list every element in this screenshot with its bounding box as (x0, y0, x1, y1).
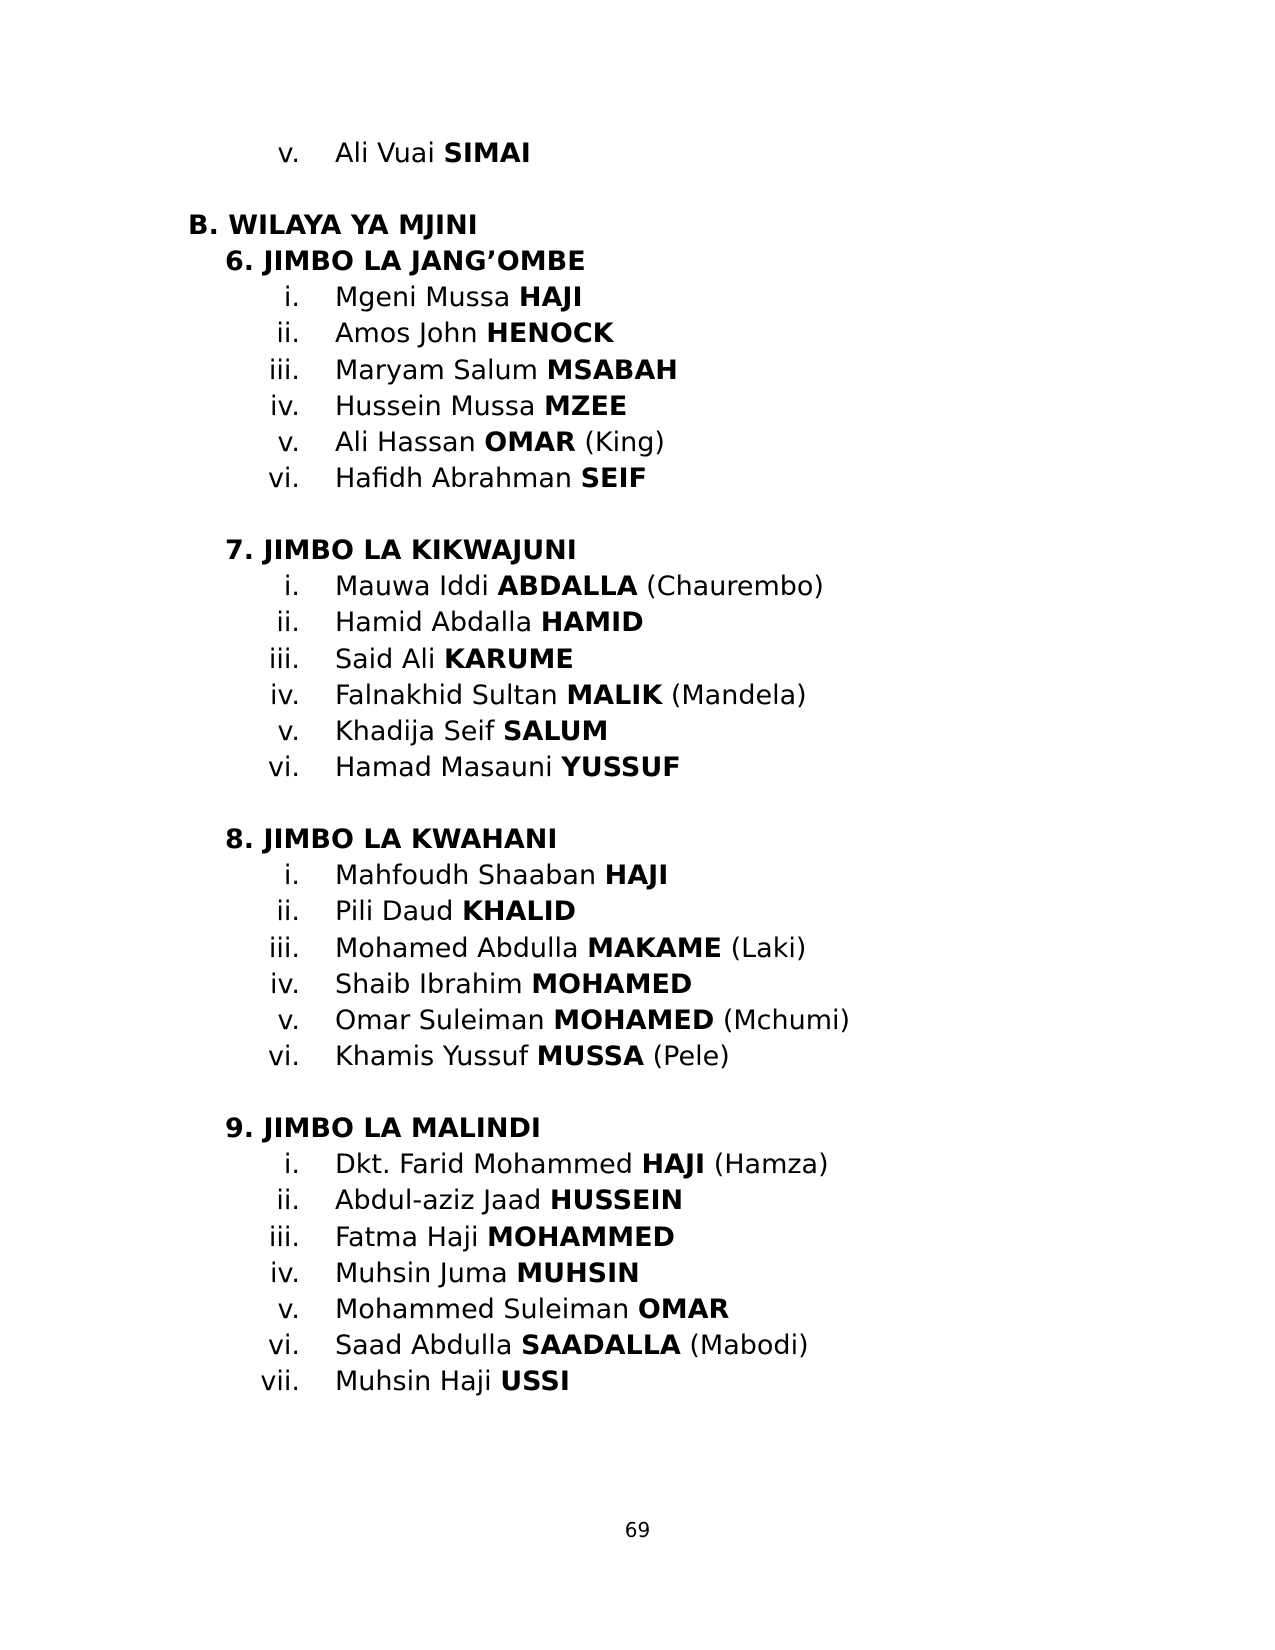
list-item-number: iv. (270, 1258, 300, 1289)
list-item-text (335, 642, 574, 678)
list-item-number: iv. (270, 969, 300, 1000)
given-names: Khamis Yussuf (335, 1041, 537, 1072)
list-item-number: vi. (267, 1041, 300, 1072)
surname: SALUM (502, 716, 609, 747)
list-item-text (335, 1328, 809, 1364)
surname: HENOCK (486, 318, 614, 349)
list-item-text (335, 280, 583, 316)
given-names: Mgeni Mussa (335, 282, 519, 313)
nickname: (Mabodi) (680, 1330, 809, 1361)
given-names: Abdul-aziz Jaad (335, 1185, 550, 1216)
given-names: Khadija Seif (335, 716, 503, 747)
list-item-number: iii. (268, 1222, 300, 1253)
surname: OMAR (484, 427, 576, 458)
surname: HAJI (641, 1149, 706, 1180)
list-item-text (335, 1183, 683, 1219)
page-number: 69 (624, 1518, 651, 1542)
nickname: (Laki) (722, 933, 807, 964)
given-names: Hussein Mussa (335, 391, 545, 422)
list-item-number: iv. (270, 680, 300, 711)
given-names: Said Ali (335, 644, 444, 675)
list-item-text (335, 569, 824, 605)
list-item-text (335, 136, 531, 172)
list-item-number: ii. (276, 896, 300, 927)
list-item-number: iii. (268, 355, 300, 386)
given-names: Falnakhid Sultan (335, 680, 567, 711)
nickname: (Mchumi) (714, 1005, 851, 1036)
list-item-text (335, 425, 665, 461)
nickname: (Hamza) (705, 1149, 829, 1180)
list-item-text (335, 858, 668, 894)
constituency-heading: 8. JIMBO LA KWAHANI (225, 824, 558, 855)
list-item-number: i. (283, 860, 300, 891)
given-names: Maryam Salum (335, 355, 547, 386)
given-names: Muhsin Haji (335, 1366, 501, 1397)
surname: MOHAMED (531, 969, 693, 1000)
list-item-text (335, 967, 692, 1003)
surname: MUSSA (536, 1041, 645, 1072)
list-item-number: ii. (276, 1185, 300, 1216)
list-item-text (335, 1220, 675, 1256)
list-item-text (335, 678, 807, 714)
nickname: (Mandela) (662, 680, 807, 711)
surname: MUHSIN (516, 1258, 640, 1289)
constituency-heading: 7. JIMBO LA KIKWAJUNI (225, 535, 577, 566)
given-names: Hafidh Abrahman (335, 463, 581, 494)
list-item-text (335, 461, 647, 497)
list-item-text (335, 714, 608, 750)
list-item-text (335, 750, 681, 786)
list-item-number: v. (277, 427, 300, 458)
list-item-number: v. (277, 716, 300, 747)
nickname: (Chaurembo) (637, 571, 824, 602)
list-item-number: vi. (267, 463, 300, 494)
surname: MALIK (566, 680, 663, 711)
given-names: Fatma Haji (335, 1222, 488, 1253)
list-item-number: iii. (268, 644, 300, 675)
list-item-number: vii. (260, 1366, 300, 1397)
given-names: Hamid Abdalla (335, 607, 541, 638)
surname: KHALID (461, 896, 577, 927)
surname: ABDALLA (497, 571, 638, 602)
list-item-text (335, 931, 806, 967)
list-item-number: v. (277, 1005, 300, 1036)
given-names: Pili Daud (335, 896, 462, 927)
section-heading: B. WILAYA YA MJINI (188, 210, 478, 241)
surname: MZEE (544, 391, 628, 422)
list-item-number: ii. (276, 318, 300, 349)
list-item-number: v. (277, 138, 300, 169)
surname: MOHAMMED (487, 1222, 675, 1253)
list-item-number: v. (277, 1294, 300, 1325)
given-names: Mahfoudh Shaaban (335, 860, 605, 891)
given-names: Saad Abdulla (335, 1330, 521, 1361)
surname: USSI (500, 1366, 570, 1397)
constituency-heading: 9. JIMBO LA MALINDI (225, 1113, 541, 1144)
nickname: (King) (575, 427, 665, 458)
list-item-number: iii. (268, 933, 300, 964)
given-names: Mauwa Iddi (335, 571, 498, 602)
given-names: Amos John (335, 318, 487, 349)
list-item-number: ii. (276, 607, 300, 638)
list-item-text (335, 1039, 730, 1075)
list-item-number: i. (283, 282, 300, 313)
given-names: Mohammed Suleiman (335, 1294, 638, 1325)
list-item-text (335, 1364, 570, 1400)
surname: HAJI (518, 282, 583, 313)
list-item-number: i. (283, 1149, 300, 1180)
list-item-text (335, 316, 614, 352)
list-item-number: vi. (267, 752, 300, 783)
constituency-heading: 6. JIMBO LA JANG’OMBE (225, 246, 586, 277)
given-names: Ali Vuai (335, 138, 444, 169)
given-names: Dkt. Farid Mohammed (335, 1149, 642, 1180)
surname: HAMID (540, 607, 644, 638)
list-item-text (335, 894, 576, 930)
list-item-text (335, 389, 627, 425)
surname: SAADALLA (520, 1330, 681, 1361)
surname: HAJI (604, 860, 669, 891)
list-item-number: iv. (270, 391, 300, 422)
nickname: (Pele) (644, 1041, 730, 1072)
given-names: Muhsin Juma (335, 1258, 517, 1289)
surname: MAKAME (587, 933, 723, 964)
given-names: Hamad Masauni (335, 752, 562, 783)
given-names: Omar Suleiman (335, 1005, 554, 1036)
given-names: Shaib Ibrahim (335, 969, 532, 1000)
surname: YUSSUF (561, 752, 681, 783)
list-item-number: vi. (267, 1330, 300, 1361)
list-item-number: i. (283, 571, 300, 602)
surname: MOHAMED (553, 1005, 715, 1036)
list-item-text (335, 353, 678, 389)
list-item-text (335, 1292, 729, 1328)
surname: OMAR (637, 1294, 730, 1325)
surname: SIMAI (443, 138, 531, 169)
list-item-text (335, 1147, 829, 1183)
given-names: Ali Hassan (335, 427, 485, 458)
surname: HUSSEIN (549, 1185, 684, 1216)
list-item-text (335, 1003, 850, 1039)
surname: SEIF (580, 463, 647, 494)
surname: KARUME (443, 644, 574, 675)
given-names: Mohamed Abdulla (335, 933, 588, 964)
list-item-text (335, 1256, 640, 1292)
list-item-text (335, 605, 644, 641)
surname: MSABAH (546, 355, 678, 386)
